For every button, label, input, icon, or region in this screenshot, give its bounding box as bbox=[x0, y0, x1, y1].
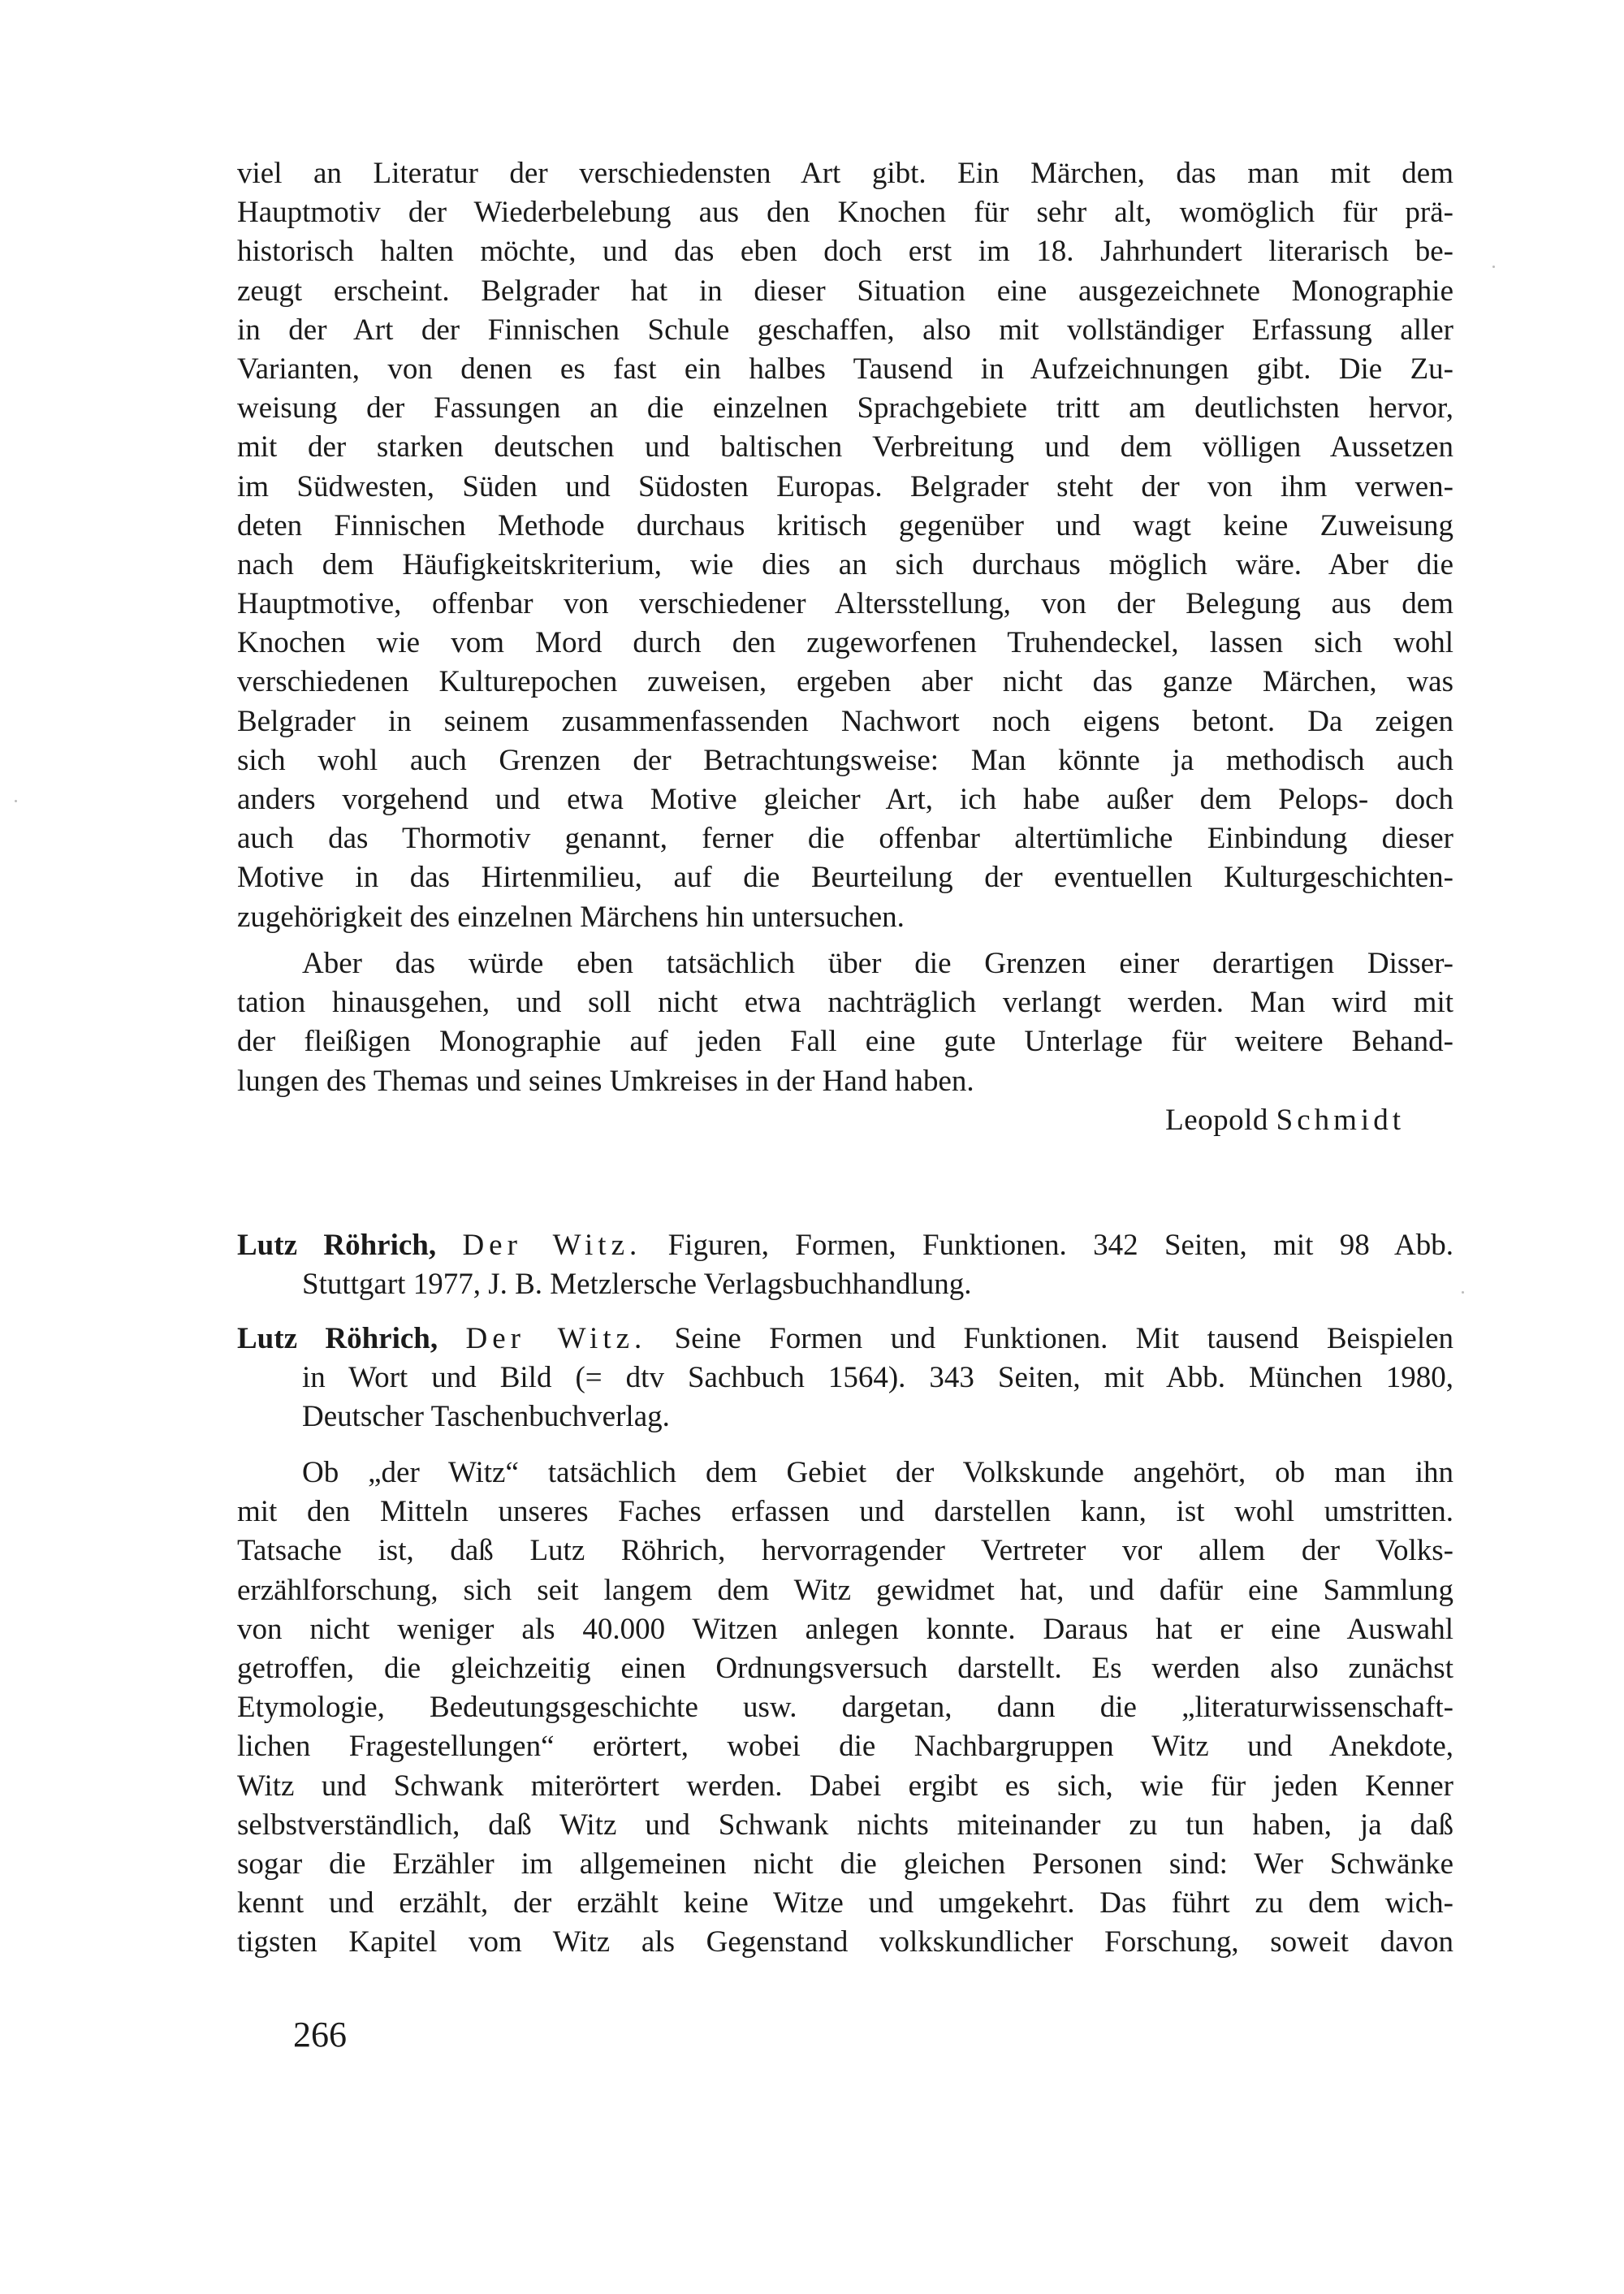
review-belgrader-continuation bbox=[237, 154, 1453, 937]
text-line: auch das Thormotiv genannt, ferner die offenbar altertümliche Einbindung dieser bbox=[237, 822, 1453, 856]
text-line: Knochen wie vom Mord durch den zugeworfenen Truhendeckel, lassen sich wohl bbox=[237, 626, 1453, 660]
bib-line: Deutscher Taschenbuchverlag. bbox=[302, 1400, 670, 1434]
text-line: Belgrader in seinem zusammenfassenden Nachwort noch eigens betont. Da zeigen bbox=[237, 704, 1453, 738]
book-details: Figuren, Formen, Funktionen. 342 Seiten, mit 98 Abb. bbox=[667, 1229, 1454, 1262]
scan-speck bbox=[1462, 1291, 1464, 1294]
book-details: Seine Formen und Funktionen. Mit tausend Beispielen bbox=[674, 1322, 1454, 1355]
paragraph-1 bbox=[237, 154, 1453, 937]
text-line: lichen Fragestellungen“ erörtert, wobei die Nachbargruppen Witz und Anekdote, bbox=[237, 1730, 1453, 1764]
text-line: zugehörigkeit des einzelnen Märchens hin untersuchen. bbox=[237, 900, 905, 934]
text-line: Witz und Schwank miterörtert werden. Dabei ergibt es sich, wie für jeden Kenner bbox=[237, 1769, 1453, 1803]
text-line: Etymologie, Bedeutungsgeschichte usw. dargetan, dann die „literaturwissenschaft- bbox=[237, 1691, 1453, 1725]
text-line: lungen des Themas und seines Umkreises in der Hand haben. bbox=[237, 1064, 974, 1098]
signature-last-name: Schmidt bbox=[1276, 1103, 1405, 1137]
text-line: Ob „der Witz“ tatsächlich dem Gebiet der Volkskunde angehört, ob man ihn bbox=[302, 1456, 1453, 1489]
text-line: kennt und erzählt, der erzählt keine Witze und umgekehrt. Das führt zu dem wich- bbox=[237, 1886, 1453, 1920]
signature-first-name: Leopold bbox=[1165, 1103, 1268, 1137]
text-line: sich wohl auch Grenzen der Betrachtungsweise: Man könnte ja methodisch auch bbox=[237, 743, 1453, 777]
text-line: sogar die Erzähler im allgemeinen nicht die gleichen Personen sind: Wer Schwänke bbox=[237, 1847, 1453, 1881]
reviewer-signature bbox=[237, 1101, 1453, 1140]
text-line: Tatsache ist, daß Lutz Röhrich, hervorragender Vertreter vor allem der Volks- bbox=[237, 1534, 1453, 1568]
bib-line bbox=[237, 1226, 1453, 1265]
scan-speck bbox=[1492, 266, 1495, 268]
book-author: Lutz Röhrich, bbox=[237, 1322, 438, 1355]
book-title: Der Witz. bbox=[462, 1229, 642, 1262]
bib-line: Stuttgart 1977, J. B. Metzlersche Verlagsbuchhandlung. bbox=[302, 1268, 972, 1302]
text-line: nach dem Häufigkeitskriterium, wie dies an sich durchaus möglich wäre. Aber die bbox=[237, 547, 1453, 581]
text-line: zeugt erscheint. Belgrader hat in dieser Situation eine ausgezeichnete Monographie bbox=[237, 274, 1453, 308]
text-line: Motive in das Hirtenmilieu, auf die Beurteilung der eventuellen Kulturgeschichten- bbox=[237, 861, 1453, 895]
text-line: deten Finnischen Methode durchaus kritisch gegenüber und wagt keine Zuweisung bbox=[237, 508, 1453, 542]
text-line: in der Art der Finnischen Schule geschaffen, also mit vollständiger Erfassung aller bbox=[237, 313, 1453, 347]
text-line: selbstverständlich, daß Witz und Schwank nichts miteinander zu tun haben, ja daß bbox=[237, 1808, 1453, 1842]
text-line: verschiedenen Kulturepochen zuweisen, ergeben aber nicht das ganze Märchen, was bbox=[237, 665, 1453, 699]
text-line: der fleißigen Monographie auf jeden Fall eine gute Unterlage für weitere Behand- bbox=[237, 1025, 1453, 1059]
text-line: historisch halten möchte, und das eben doch erst im 18. Jahrhundert literarisch be- bbox=[237, 235, 1453, 269]
text-line: anders vorgehend und etwa Motive gleicher Art, ich habe außer dem Pelops- doch bbox=[237, 783, 1453, 816]
book-title: Der Witz. bbox=[465, 1322, 647, 1355]
paragraph-2 bbox=[237, 944, 1453, 1101]
text-line: mit der starken deutschen und baltischen Verbreitung und dem völligen Aussetzen bbox=[237, 430, 1453, 464]
text-line: getroffen, die gleichzeitig einen Ordnungsversuch darstellt. Es werden also zunächst bbox=[237, 1651, 1453, 1685]
text-line: tation hinausgehen, und soll nicht etwa nachträglich verlangt werden. Man wird mit bbox=[237, 986, 1453, 1020]
bibliography-entry-1 bbox=[237, 1226, 1453, 1304]
review-belgrader-conclusion bbox=[237, 944, 1453, 1140]
review-roehrich-body bbox=[237, 1454, 1453, 1962]
text-line: erzählforschung, sich seit langem dem Witz gewidmet hat, und dafür eine Sammlung bbox=[237, 1573, 1453, 1607]
bibliography-entry-2 bbox=[237, 1320, 1453, 1437]
bib-line: in Wort und Bild (= dtv Sachbuch 1564). 343 Seiten, mit Abb. München 1980, bbox=[302, 1361, 1453, 1395]
text-line: im Südwesten, Süden und Südosten Europas. Belgrader steht der von ihm verwen- bbox=[237, 469, 1453, 503]
text-line: tigsten Kapitel vom Witz als Gegenstand volkskundlicher Forschung, soweit davon bbox=[237, 1925, 1453, 1959]
text-line: Varianten, von denen es fast ein halbes Tausend in Aufzeichnungen gibt. Die Zu- bbox=[237, 352, 1453, 386]
scan-speck bbox=[15, 800, 17, 802]
text-line: viel an Literatur der verschiedensten Art gibt. Ein Märchen, das man mit dem bbox=[237, 157, 1453, 190]
text-line: weisung der Fassungen an die einzelnen Sprachgebiete tritt am deutlichsten hervor, bbox=[237, 391, 1453, 426]
text-line: Hauptmotiv der Wiederbelebung aus den Knochen für sehr alt, womöglich für prä- bbox=[237, 196, 1453, 230]
text-line: Aber das würde eben tatsächlich über die Grenzen einer derartigen Disser- bbox=[302, 947, 1453, 980]
book-author: Lutz Röhrich, bbox=[237, 1229, 437, 1262]
text-line: Hauptmotive, offenbar von verschiedener Altersstellung, von der Belegung aus dem bbox=[237, 587, 1453, 621]
text-line: von nicht weniger als 40.000 Witzen anlegen konnte. Daraus hat er eine Auswahl bbox=[237, 1612, 1453, 1646]
bib-line bbox=[237, 1320, 1453, 1359]
paragraph-3 bbox=[237, 1454, 1453, 1962]
text-line: mit den Mitteln unseres Faches erfassen und darstellen kann, ist wohl umstritten. bbox=[237, 1495, 1453, 1529]
page-number: 266 bbox=[293, 2015, 347, 2054]
